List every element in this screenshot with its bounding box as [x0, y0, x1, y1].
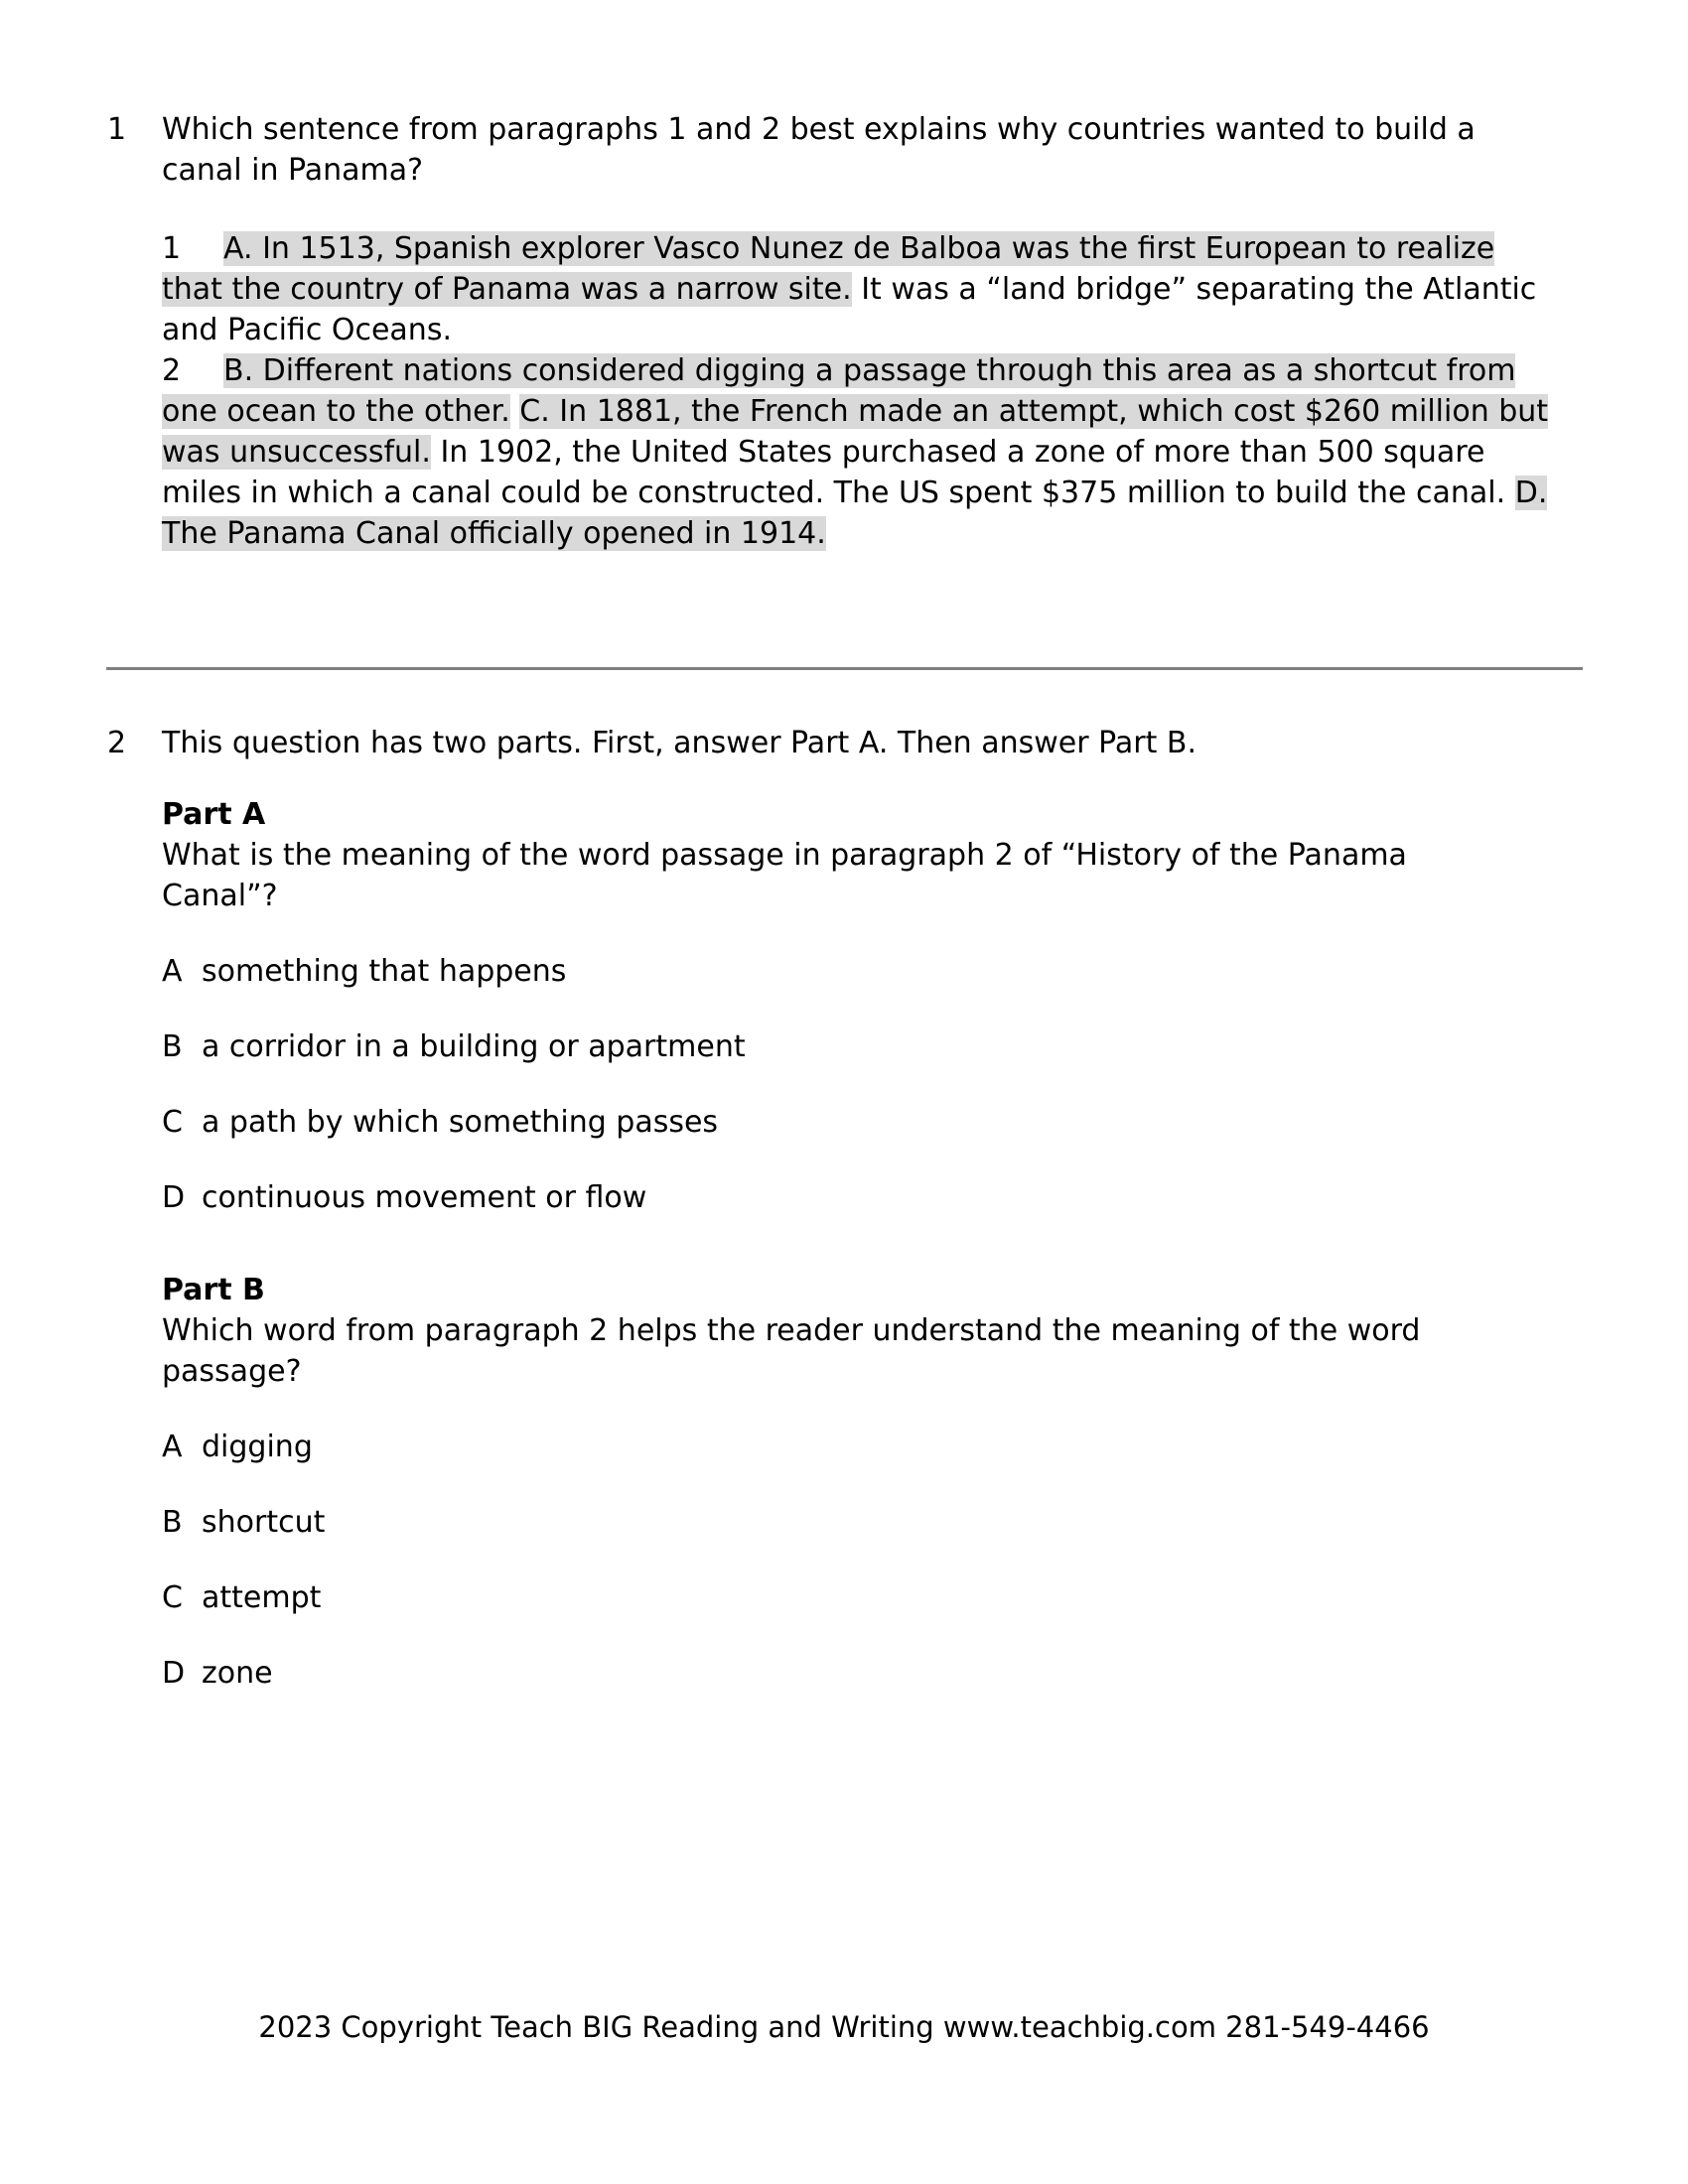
passage-gap-1 [510, 394, 520, 429]
option-letter: B [162, 1029, 183, 1064]
passage-text-plain-2: In 1902, the United States purchased a zone of more than 500 square miles in which a canal could be constructed. The US spent $375 million to build the canal. [162, 435, 1515, 510]
passage-paragraph-2 [162, 350, 1552, 554]
part-b-heading: Part B [162, 1273, 265, 1307]
question-2 [107, 723, 1587, 763]
paragraph-number-1: 1 [162, 231, 182, 266]
part-a-prompt: What is the meaning of the word passage in paragraph 2 of “History of the Panama Canal”? [162, 838, 1407, 913]
option-letter: A [162, 1430, 183, 1464]
question-2-number: 2 [107, 726, 127, 760]
part-a-options [162, 951, 1552, 1218]
option-text: shortcut [202, 1505, 326, 1540]
option-letter: D [162, 1656, 186, 1691]
highlighted-choice-a: A. In 1513, Spanish explorer Vasco Nunez de Balboa was the first European to realize that the country of Panama was a narrow site. [162, 231, 1495, 307]
part-b-section [162, 1270, 1552, 1694]
option-text: digging [202, 1430, 313, 1464]
part-b-option-c[interactable] [162, 1577, 1552, 1618]
part-b-prompt: Which word from paragraph 2 helps the reader understand the meaning of the word passage? [162, 1313, 1421, 1389]
section-divider [106, 667, 1583, 670]
question-2-stem: This question has two parts. First, answer Part A. Then answer Part B. [162, 726, 1197, 760]
option-text: continuous movement or flow [202, 1180, 647, 1215]
page-footer [0, 2007, 1688, 2047]
question-1-stem-row [107, 109, 1587, 191]
passage-paragraph-1 [162, 228, 1552, 350]
part-a-option-b[interactable] [162, 1026, 1552, 1067]
part-a-section [162, 794, 1552, 1218]
highlighted-choice-c: C. In 1881, the French made an attempt, which cost $260 million but was unsuccessful. [162, 394, 1549, 470]
part-b-option-d[interactable] [162, 1653, 1552, 1694]
part-a-option-a[interactable] [162, 951, 1552, 992]
highlighted-choice-b: B. Different nations considered digging a passage through this area as a shortcut from one ocean to the other. [162, 353, 1516, 429]
option-letter: C [162, 1580, 183, 1615]
part-b-options [162, 1427, 1552, 1694]
option-letter: B [162, 1505, 183, 1540]
option-text: a corridor in a building or apartment [202, 1029, 746, 1064]
part-a-option-d[interactable] [162, 1177, 1552, 1218]
highlighted-choice-d: D. The Panama Canal officially opened in 1914. [162, 476, 1548, 551]
part-a-option-c[interactable] [162, 1102, 1552, 1143]
option-text: something that happens [202, 954, 567, 989]
question-1-number: 1 [107, 112, 127, 147]
question-1-stem: Which sentence from paragraphs 1 and 2 best explains why countries wanted to build a canal in Panama? [162, 112, 1476, 188]
part-b-option-a[interactable] [162, 1427, 1552, 1467]
option-text: a path by which something passes [202, 1105, 719, 1140]
option-text: attempt [202, 1580, 322, 1615]
part-b-option-b[interactable] [162, 1502, 1552, 1543]
option-text: zone [202, 1656, 273, 1691]
passage-text-plain-1: It was a “land bridge” separating the Atlantic and Pacific Oceans. [162, 272, 1537, 347]
question-2-stem-row [107, 723, 1587, 763]
part-a-heading: Part A [162, 797, 266, 832]
paragraph-number-2: 2 [162, 353, 182, 388]
option-letter: D [162, 1180, 186, 1215]
question-2-body [162, 794, 1552, 1694]
option-letter: A [162, 954, 183, 989]
passage-excerpt [162, 228, 1552, 554]
question-1 [107, 109, 1587, 191]
option-letter: C [162, 1105, 183, 1140]
copyright-text: 2023 Copyright Teach BIG Reading and Writing www.teachbig.com 281-549-4466 [258, 2010, 1430, 2044]
part-spacer [162, 1218, 1552, 1270]
